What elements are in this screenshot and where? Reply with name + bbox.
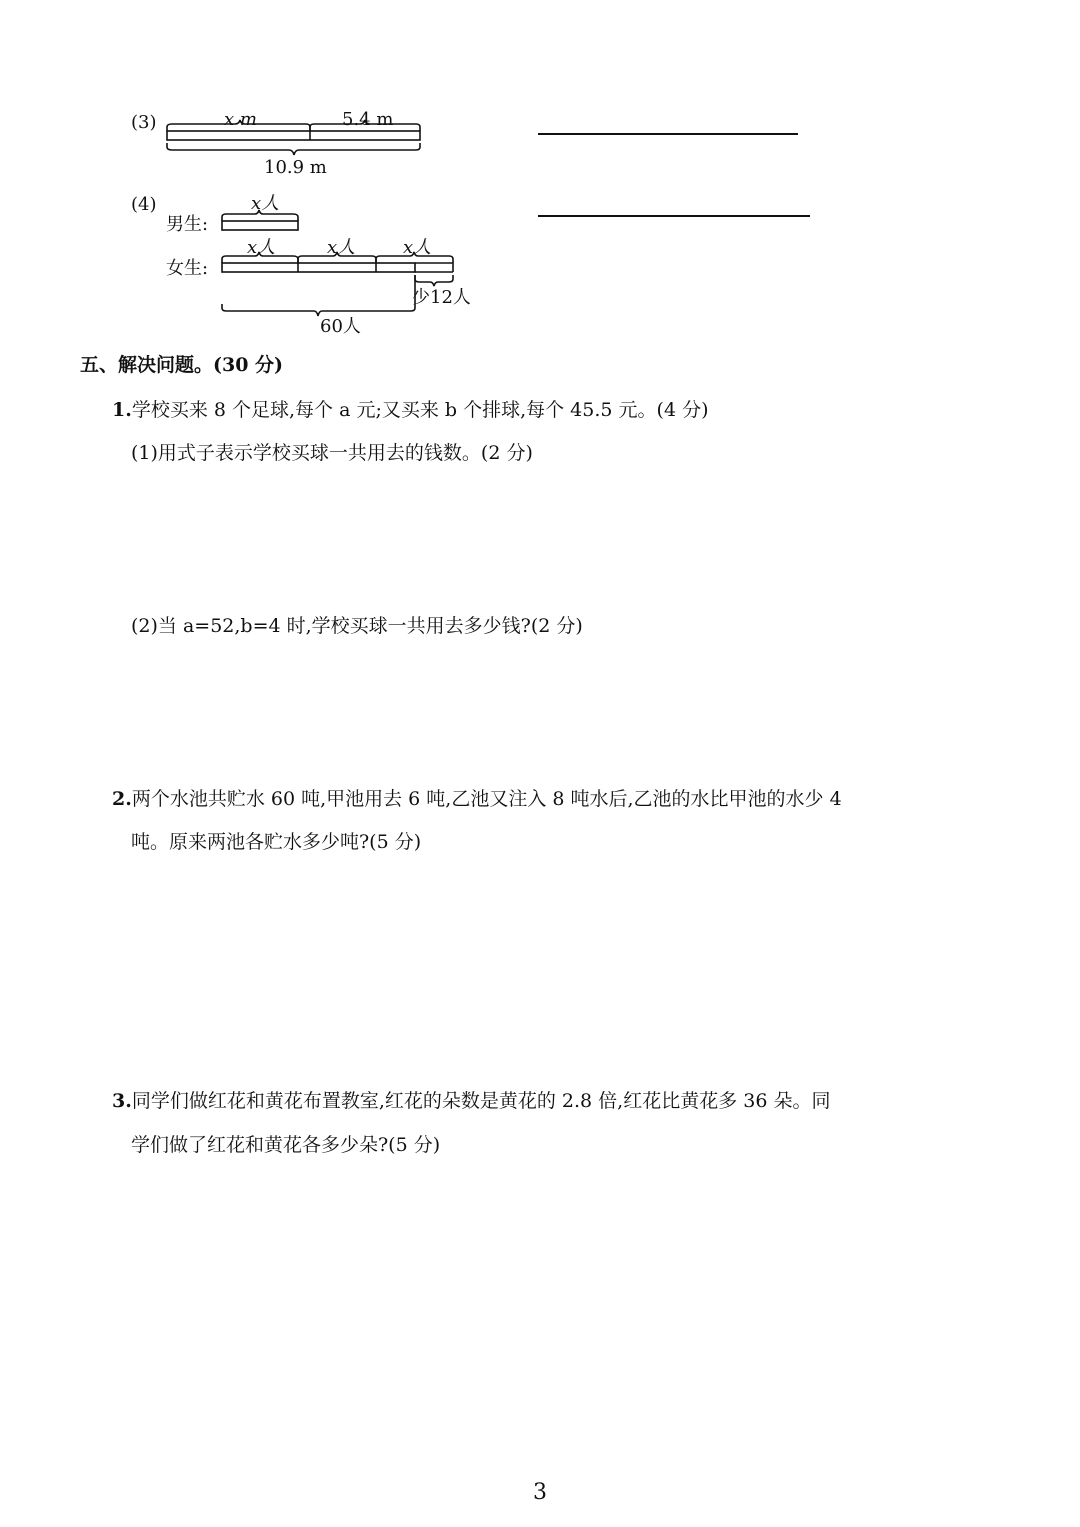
question-3-answer-area[interactable] <box>131 1167 951 1447</box>
question-2-number: 2. <box>112 788 132 810</box>
answer-line-4[interactable] <box>538 215 810 217</box>
diagram-4-girls-label: 女生: <box>166 258 209 279</box>
diagram-4-girls-x-1: x人 <box>247 237 276 258</box>
question-1-sub-1-answer-area[interactable] <box>131 475 951 595</box>
diagram-4-boys-label: 男生: <box>166 214 209 235</box>
question-1-text: 学校买来 8 个足球,每个 a 元;又买来 b 个排球,每个 45.5 元。(4 分) <box>131 399 709 421</box>
question-2-line-2: 吨。原来两池各贮水多少吨?(5 分) <box>131 831 422 853</box>
question-2-answer-area[interactable] <box>131 864 951 1084</box>
question-3-line-1 <box>112 1089 830 1113</box>
diagram-3-label-5-4: 5.4 m <box>342 109 394 130</box>
diagram-4-girls-x-2: x人 <box>327 237 356 258</box>
question-1-sub-2-answer-area[interactable] <box>131 648 951 778</box>
question-1-sub-2: (2)当 a=52,b=4 时,学校买球一共用去多少钱?(2 分) <box>131 615 583 637</box>
question-2-line-1 <box>112 787 842 811</box>
diagram-3-label-total: 10.9 m <box>264 157 327 178</box>
diagram-3-number: (3) <box>131 112 157 133</box>
diagram-4-boys-x: x人 <box>251 193 280 214</box>
question-3-number: 3. <box>112 1090 132 1112</box>
diagram-4-girls-x-3: x人 <box>403 237 432 258</box>
section-5-heading: 五、解决问题。(30 分) <box>80 354 284 376</box>
question-1-number: 1. <box>112 399 132 421</box>
diagram-4-segment-bars <box>0 0 1080 400</box>
question-1-sub-1: (1)用式子表示学校买球一共用去的钱数。(2 分) <box>131 442 533 464</box>
diagram-3-label-x: x m <box>224 109 257 130</box>
question-1 <box>112 398 708 422</box>
question-3-line-2: 学们做了红花和黄花各多少朵?(5 分) <box>131 1134 441 1156</box>
diagram-4-total-label: 60人 <box>320 316 361 337</box>
diagram-4-less-label: 少12人 <box>412 287 471 308</box>
diagram-4-number: (4) <box>131 194 157 215</box>
question-2-text: 两个水池共贮水 60 吨,甲池用去 6 吨,乙池又注入 8 吨水后,乙池的水比甲池的水少 4 <box>131 788 842 810</box>
question-3-text: 同学们做红花和黄花布置教室,红花的朵数是黄花的 2.8 倍,红花比黄花多 36 朵。同 <box>131 1090 831 1112</box>
page-number: 3 <box>533 1480 547 1505</box>
